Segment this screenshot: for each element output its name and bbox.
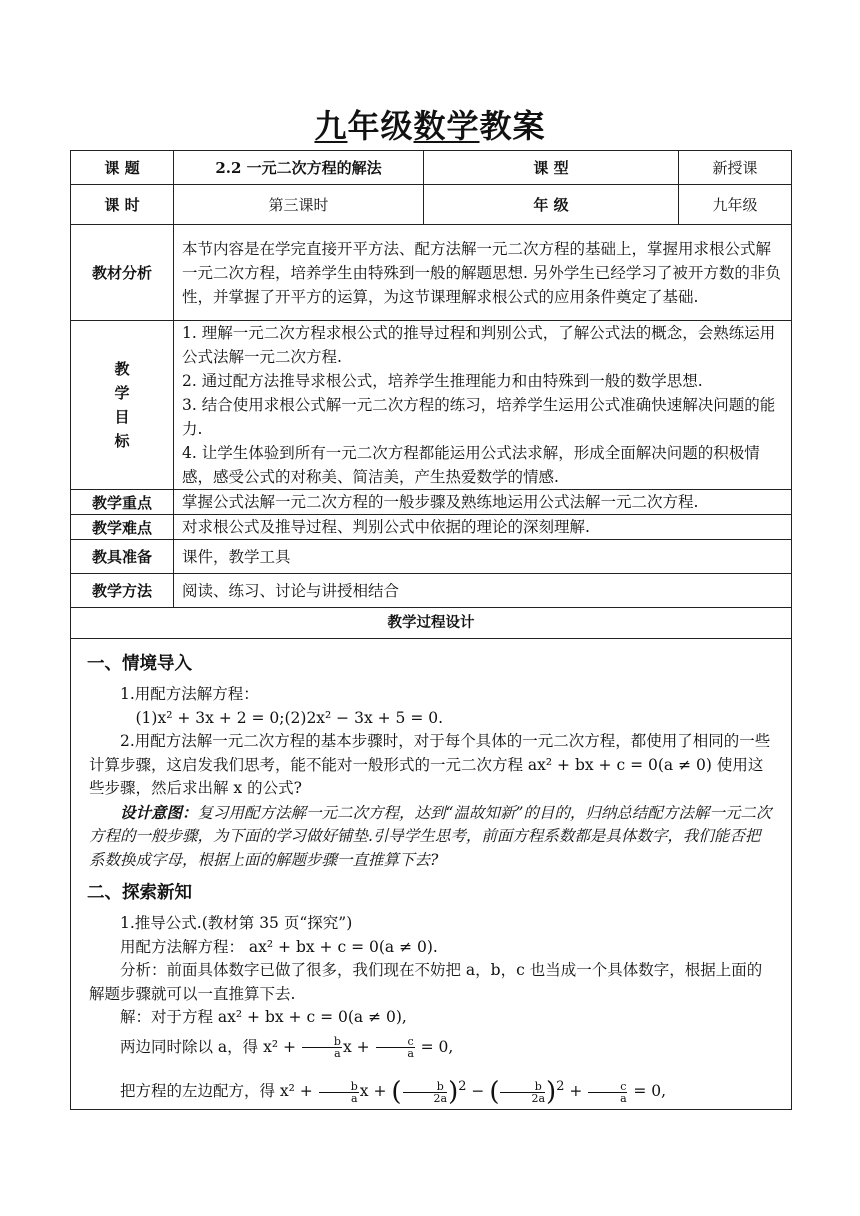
difficult-text: 对求根公式及推导过程、判别公式中依据的理论的深刻理解. — [174, 515, 792, 540]
analysis-label: 教材分析 — [71, 225, 174, 321]
grade-label: 年 级 — [424, 185, 679, 225]
type-label: 课 型 — [424, 151, 679, 185]
design-label: 设计意图： — [120, 802, 198, 822]
row-tools — [71, 540, 792, 574]
row-difficult — [71, 515, 792, 540]
row-period — [71, 185, 792, 225]
title-grade-suffix: 年级 — [347, 107, 414, 145]
title-subject: 数学 — [413, 107, 480, 145]
section2-title: 二、探索新知 — [87, 883, 192, 903]
s2-paragraph: 用配方法解方程： ax² + bx + c = 0(a ≠ 0). — [120, 937, 438, 956]
difficult-label: 教学难点 — [71, 515, 174, 540]
key-label: 教学重点 — [71, 490, 174, 515]
goals-label-char: 教 — [114, 360, 130, 378]
tools-text: 课件，教学工具 — [174, 540, 792, 574]
s1-paragraph: 1.用配方法解方程： — [120, 685, 259, 703]
process-heading: 教学过程设计 — [71, 608, 792, 639]
method-label: 教学方法 — [71, 574, 174, 608]
row-goals — [71, 321, 792, 490]
tools-label: 教具准备 — [71, 540, 174, 574]
design-text: 复习用配方法解一元二次方程，达到“温故知新”的目的，归纳总结配方法解一元二次方程的一般步骤，为下面的学习做好铺垫.引导学生思考，前面方程系数都是具体数字，我们能否把系数换成字母，根据上面的解题步骤一直推算下去? — [89, 803, 772, 869]
goals-label-char: 学 — [114, 384, 130, 402]
topic-value: 2.2 一元二次方程的解法 — [174, 151, 424, 185]
analysis-text: 本节内容是在学完直接开平方法、配方法解一元二次方程的基础上，掌握用求根公式解一元二次方程，培养学生由特殊到一般的解题思想. 另外学生已经学习了被开方数的非负性，并掌握了开平方的运算，为这节课理解求根公式的应用条件奠定了基础. — [174, 225, 792, 321]
goals-label — [71, 321, 174, 490]
fraction-b-over-a: $\frac{b}{a}$ — [302, 1036, 342, 1059]
title-grade: 九 — [314, 107, 348, 145]
row-method — [71, 574, 792, 608]
method-text: 阅读、练习、讨论与讲授相结合 — [174, 574, 792, 608]
goals-label-char: 目 — [114, 408, 130, 426]
lesson-plan-table — [70, 150, 792, 1110]
row-key — [71, 490, 792, 515]
key-text: 掌握公式法解一元二次方程的一般步骤及熟练地运用公式法解一元二次方程. — [174, 490, 792, 515]
fraction-c-over-a: $\frac{c}{a}$ — [376, 1036, 415, 1059]
grade-value: 九年级 — [679, 185, 792, 225]
s2-complete-square-step: 把方程的左边配方，得 x² + $\frac{b}{a}$ x + ( $\frac{b}{2a}$ )$^2$ − ( $\frac{b}{2a}$ )$^2$ + $\frac{c}{a}$ = 0, — [120, 1077, 667, 1108]
fraction-c-over-a: $\frac{c}{a}$ — [588, 1081, 627, 1104]
s1-equation: (1)x² + 3x + 2 = 0;(2)2x² − 3x + 5 = 0. — [135, 708, 444, 727]
row-topic — [71, 151, 792, 185]
goals-label-char: 标 — [114, 432, 130, 450]
goal-item: 4. 让学生体验到所有一元二次方程都能运用公式法求解，形成全面解决问题的积极情感，感受公式的对称美、简洁美，产生热爱数学的情感. — [182, 444, 760, 486]
process-body — [71, 639, 792, 1110]
type-value: 新授课 — [679, 151, 792, 185]
s2-divide-prefix: 两边同时除以 a，得 x² + — [120, 1037, 296, 1056]
row-analysis — [71, 225, 792, 321]
topic-label: 课 题 — [71, 151, 174, 185]
s2-paragraph: 分析：前面具体数字已做了很多，我们现在不妨把 a，b，c 也当成一个具体数字，根据上面的解题步骤就可以一直推算下去. — [89, 961, 763, 1003]
s2-divide-step: 两边同时除以 a，得 x² + $\frac{b}{a}$ x + $\frac{c}{a}$ = 0, — [120, 1035, 454, 1060]
section1-title: 一、情境导入 — [87, 654, 192, 674]
title-doc-type: 教案 — [479, 107, 546, 145]
s1-paragraph: 2.用配方法解一元二次方程的基本步骤时，对于每个具体的一元二次方程，都使用了相同的一些计算步骤，这启发我们思考，能不能对一般形式的一元二次方程 ax² + bx + c = 0(a ≠ 0) 使用这些步骤，然后求出解 x 的公式? — [89, 732, 771, 797]
goal-item: 3. 结合使用求根公式解一元二次方程的练习，培养学生运用公式准确快速解决问题的能力. — [182, 396, 776, 438]
page-title — [0, 104, 860, 148]
period-label: 课 时 — [71, 185, 174, 225]
s2-paragraph: 1.推导公式.(教材第 35 页“探究”) — [120, 914, 353, 932]
row-process-heading — [71, 608, 792, 639]
design-intent — [89, 801, 773, 873]
s2-paragraph: 解：对于方程 ax² + bx + c = 0(a ≠ 0), — [120, 1008, 407, 1026]
row-process-body — [71, 639, 792, 1110]
fraction-b-over-2a: $\frac{b}{2a}$ — [500, 1081, 545, 1104]
goals-list — [174, 321, 792, 490]
period-value: 第三课时 — [174, 185, 424, 225]
fraction-b-over-2a: $\frac{b}{2a}$ — [403, 1081, 448, 1104]
fraction-b-over-a: $\frac{b}{a}$ — [319, 1081, 359, 1104]
goal-item: 2. 通过配方法推导求根公式，培养学生推理能力和由特殊到一般的数学思想. — [182, 372, 703, 390]
s2-square-prefix: 把方程的左边配方，得 x² + — [120, 1082, 313, 1101]
goal-item: 1. 理解一元二次方程求根公式的推导过程和判别公式，了解公式法的概念，会熟练运用公式法解一元二次方程. — [182, 324, 776, 366]
